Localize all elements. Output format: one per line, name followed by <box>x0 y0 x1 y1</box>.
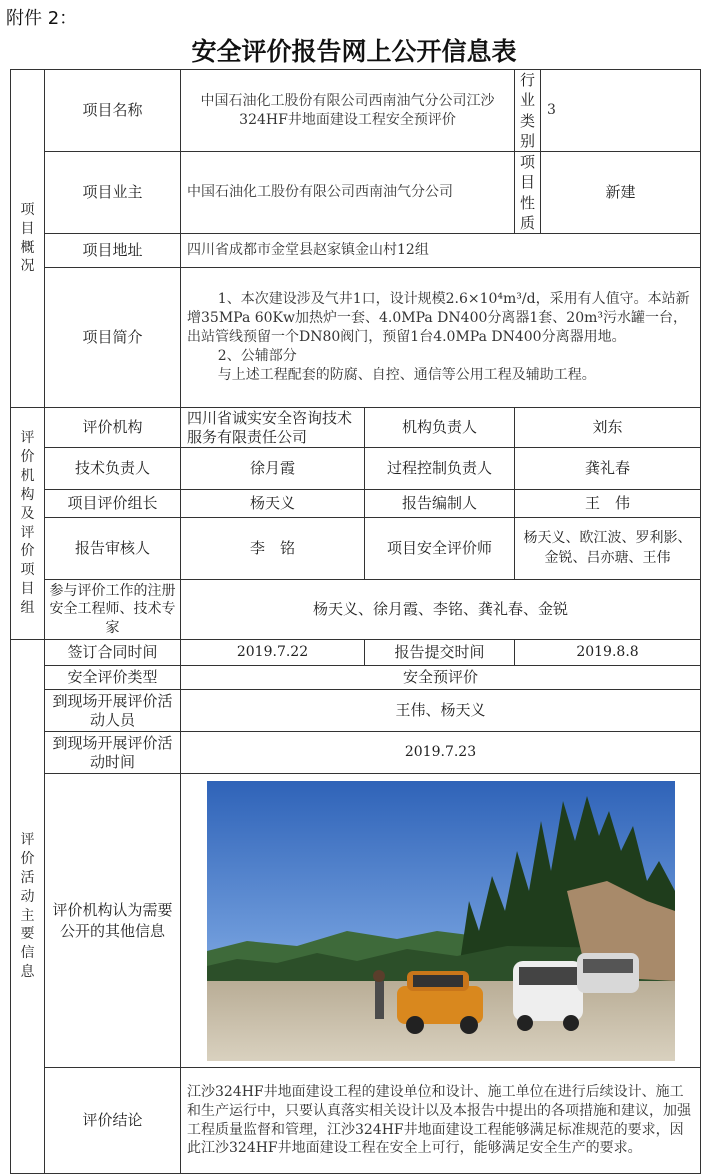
site-photo <box>207 781 675 1061</box>
value-project-intro <box>181 268 701 408</box>
row-leader <box>11 490 701 518</box>
label-other-info: 评价机构认为需要公开的其他信息 <box>45 774 181 1068</box>
value-leader: 杨天义 <box>181 490 365 518</box>
label-eval-type: 安全评价类型 <box>45 666 181 690</box>
value-eval-type: 安全预评价 <box>181 666 701 690</box>
value-engineers: 杨天义、徐月霞、李铭、龚礼春、金锐 <box>181 580 701 640</box>
value-industry: 3 <box>541 70 701 152</box>
value-agency-head: 刘东 <box>515 408 701 448</box>
label-site-staff: 到现场开展评价活动人员 <box>45 690 181 732</box>
label-agency: 评价机构 <box>45 408 181 448</box>
value-assessor: 杨天义、欧江波、罗利影、金锐、吕亦瑭、王伟 <box>515 518 701 580</box>
label-project-intro: 项目简介 <box>45 268 181 408</box>
label-project-owner: 项目业主 <box>45 152 181 234</box>
attachment-label: 附件 2： <box>6 8 78 29</box>
value-contract-date: 2019.7.22 <box>181 640 365 666</box>
page-title: 安全评价报告网上公开信息表 <box>191 37 517 66</box>
label-reviewer: 报告审核人 <box>45 518 181 580</box>
label-tech-head: 技术负责人 <box>45 448 181 490</box>
row-project-address <box>11 234 701 268</box>
label-conclusion: 评价结论 <box>45 1068 181 1174</box>
row-reviewer <box>11 518 701 580</box>
row-other-info <box>11 774 701 1068</box>
row-project-intro <box>11 268 701 408</box>
row-type <box>11 666 701 690</box>
row-contract <box>11 640 701 666</box>
label-project-name: 项目名称 <box>45 70 181 152</box>
value-site-staff: 王伟、杨天义 <box>181 690 701 732</box>
row-project-owner <box>11 152 701 234</box>
label-writer: 报告编制人 <box>365 490 515 518</box>
row-project-name <box>11 70 701 152</box>
label-submit-date: 报告提交时间 <box>365 640 515 666</box>
value-project-address: 四川省成都市金堂县赵家镇金山村12组 <box>181 234 701 268</box>
info-table <box>10 69 701 1174</box>
row-site-time <box>11 732 701 774</box>
value-project-nature: 新建 <box>541 152 701 234</box>
label-project-address: 项目地址 <box>45 234 181 268</box>
value-site-time: 2019.7.23 <box>181 732 701 774</box>
value-submit-date: 2019.8.8 <box>515 640 701 666</box>
value-tech-head: 徐月霞 <box>181 448 365 490</box>
site-photo-graphic <box>207 781 675 1061</box>
label-leader: 项目评价组长 <box>45 490 181 518</box>
row-staff <box>11 690 701 732</box>
intro-paragraph-3: 与上述工程配套的防腐、自控、通信等公用工程及辅助工程。 <box>217 366 596 383</box>
row-tech <box>11 448 701 490</box>
cell-site-photo <box>181 774 701 1068</box>
value-project-name: 中国石油化工股份有限公司西南油气分公司江沙324HF井地面建设工程安全预评价 <box>181 70 515 152</box>
row-agency <box>11 408 701 448</box>
label-site-time: 到现场开展评价活动时间 <box>45 732 181 774</box>
value-process-head: 龚礼春 <box>515 448 701 490</box>
label-process-head: 过程控制负责人 <box>365 448 515 490</box>
intro-paragraph-1: 1、本次建设涉及气井1口，设计规模2.6×10⁴m³/d，采用有人值守。本站新增35MPa 60Kw加热炉一套、4.0MPa DN400分离器1套、20m³污水罐一台，出站管线预留一个DN80阀门，预留1台4.0MPa DN400分离器用地。 <box>187 291 690 346</box>
label-contract-date: 签订合同时间 <box>45 640 181 666</box>
label-project-nature: 项目性质 <box>515 152 541 234</box>
row-engineers <box>11 580 701 640</box>
value-conclusion: 江沙324HF井地面建设工程的建设单位和设计、施工单位在进行后续设计、施工和生产运行中，只要认真落实相关设计以及本报告中提出的各项措施和建议，加强工程质量监督和管理，江沙324HF井地面建设工程能够满足标准规范的要求，因此江沙324HF井地面建设工程在安全上可行，能够满足安全生产的要求。 <box>181 1068 701 1174</box>
label-agency-head: 机构负责人 <box>365 408 515 448</box>
section-activity: 评 价 活 动 主 要 信 息 <box>11 640 45 1174</box>
value-writer: 王 伟 <box>515 490 701 518</box>
label-engineers: 参与评价工作的注册安全工程师、技术专家 <box>45 580 181 640</box>
value-agency: 四川省诚实安全咨询技术服务有限责任公司 <box>181 408 365 448</box>
label-industry: 行业类别 <box>515 70 541 152</box>
section-overview: 项 目 概 况 <box>11 70 45 408</box>
intro-paragraph-2: 2、公辅部分 <box>217 347 297 364</box>
value-reviewer: 李 铭 <box>181 518 365 580</box>
row-conclusion <box>11 1068 701 1174</box>
section-org: 评 价 机 构 及 评 价 项 目 组 <box>11 408 45 640</box>
label-assessor: 项目安全评价师 <box>365 518 515 580</box>
value-project-owner: 中国石油化工股份有限公司西南油气分公司 <box>181 152 515 234</box>
